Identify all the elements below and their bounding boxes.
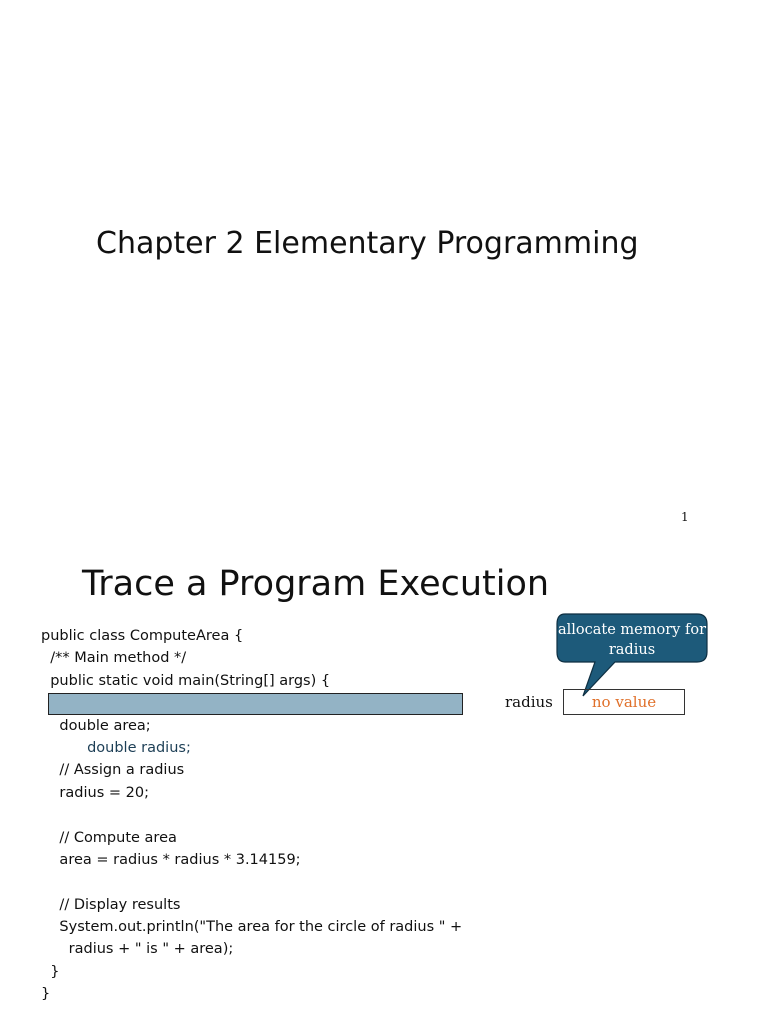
code-line: // Compute area: [41, 829, 177, 846]
code-line: radius = 20;: [41, 784, 149, 801]
code-line: [41, 871, 462, 893]
code-line: }: [41, 986, 51, 1003]
page-number: 1: [681, 510, 689, 524]
variable-name: radius: [505, 693, 553, 711]
code-line: double area;: [41, 717, 151, 734]
highlight-box: [48, 693, 463, 715]
variable-value-box: no value: [563, 689, 685, 715]
code-block: [41, 625, 462, 1006]
code-line: radius + " is " + area);: [41, 941, 234, 958]
code-line: public static void main(String[] args) {: [41, 672, 331, 689]
slide-title: Trace a Program Execution: [82, 564, 550, 604]
code-line: }: [41, 963, 60, 980]
code-line: System.out.println("The area for the circle of radius " +: [41, 919, 463, 936]
chapter-title: Chapter 2 Elementary Programming: [96, 226, 639, 261]
slide-2: [0, 540, 768, 1024]
highlighted-code-text: double radius;: [68, 739, 191, 756]
code-line: // Display results: [41, 896, 181, 913]
code-line: public class ComputeArea {: [41, 628, 244, 644]
code-line: area = radius * radius * 3.14159;: [41, 851, 301, 868]
callout-text: allocate memory for radius: [558, 622, 707, 658]
code-line: /** Main method */: [41, 650, 187, 667]
code-line: // Assign a radius: [41, 762, 185, 779]
code-line: [41, 804, 462, 826]
